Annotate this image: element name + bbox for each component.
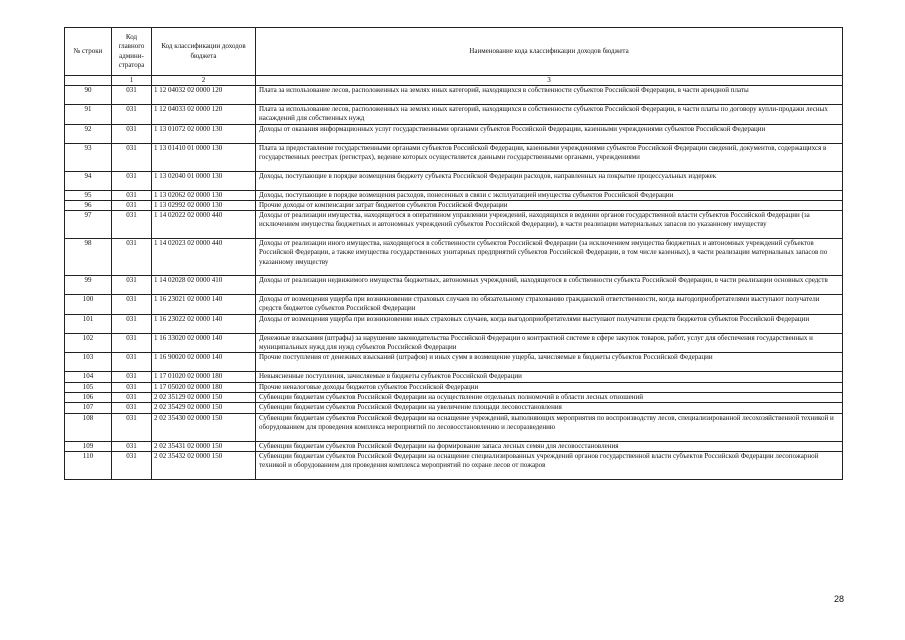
name-cell: Доходы, поступающие в порядке возмещения расходов, понесенных в связи с эксплуатацией имущества субъектов Российской Федерации bbox=[256, 190, 843, 200]
admin-code-cell: 031 bbox=[112, 314, 152, 333]
row-number-cell: 96 bbox=[65, 200, 112, 210]
classification-code-cell: 1 14 02022 02 0000 440 bbox=[152, 211, 256, 239]
row-number-cell: 92 bbox=[65, 124, 112, 143]
classification-code-cell: 1 13 01410 01 0000 130 bbox=[152, 143, 256, 171]
name-cell: Доходы от возмещения ущерба при возникновении иных страховых случаев, когда выгодоприобретателями выступают получатели средств бюджетов субъектов Российской Федерации bbox=[256, 314, 843, 333]
name-cell: Доходы от реализации иного имущества, находящегося в собственности субъектов Российской Федерации (за исключением имущества бюджетных и автономных учреждений субъектов Российской Федерации, а также имущества государственных унитарных предприятий субъектов Российской Федерации, в том числе казенных), в части реализации материальных запасов по указанному имуществу bbox=[256, 239, 843, 276]
classification-code-cell: 1 17 01020 02 0000 180 bbox=[152, 372, 256, 382]
table-row bbox=[65, 105, 843, 125]
admin-code-cell: 031 bbox=[112, 372, 152, 382]
admin-code-cell: 031 bbox=[112, 276, 152, 295]
admin-code-cell: 031 bbox=[112, 333, 152, 353]
classification-code-cell: 1 12 04033 02 0000 120 bbox=[152, 105, 256, 125]
classification-code-cell: 1 13 02040 01 0000 130 bbox=[152, 171, 256, 190]
row-number-cell: 95 bbox=[65, 190, 112, 200]
admin-code-cell: 031 bbox=[112, 143, 152, 171]
row-number-cell: 90 bbox=[65, 86, 112, 105]
column-number-2: 2 bbox=[152, 76, 256, 86]
table-row bbox=[65, 403, 843, 413]
classification-code-cell: 2 02 35432 02 0000 150 bbox=[152, 451, 256, 479]
admin-code-cell: 031 bbox=[112, 239, 152, 276]
row-number-cell: 91 bbox=[65, 105, 112, 125]
admin-code-cell: 031 bbox=[112, 441, 152, 451]
name-cell: Прочие поступления от денежных взысканий (штрафов) и иных сумм в возмещение ущерба, зачисляемые в бюджеты субъектов Российской Федерации bbox=[256, 353, 843, 372]
table-row bbox=[65, 171, 843, 190]
admin-code-cell: 031 bbox=[112, 353, 152, 372]
classification-code-cell: 2 02 35430 02 0000 150 bbox=[152, 413, 256, 441]
classification-code-cell: 1 13 02062 02 0000 130 bbox=[152, 190, 256, 200]
row-number-cell: 102 bbox=[65, 333, 112, 353]
table-row bbox=[65, 413, 843, 441]
table-row bbox=[65, 314, 843, 333]
table-row bbox=[65, 200, 843, 210]
row-number-cell: 93 bbox=[65, 143, 112, 171]
name-cell: Плата за использование лесов, расположенных на землях иных категорий, находящихся в собственности субъектов Российской Федерации, в части арендной платы bbox=[256, 86, 843, 105]
row-number-cell: 110 bbox=[65, 451, 112, 479]
revenue-classification-table bbox=[64, 27, 843, 480]
header-name: Наименование кода классификации доходов бюджета bbox=[256, 28, 843, 76]
row-number-cell: 98 bbox=[65, 239, 112, 276]
admin-code-cell: 031 bbox=[112, 392, 152, 402]
name-cell: Субвенции бюджетам субъектов Российской Федерации на увеличение площади лесовосстановления bbox=[256, 403, 843, 413]
header-row-number: № строки bbox=[65, 28, 112, 76]
table-row bbox=[65, 441, 843, 451]
header-admin-code: Код главного админи-стратора bbox=[112, 28, 152, 76]
column-number-3: 3 bbox=[256, 76, 843, 86]
header-classification-code: Код классификации доходов бюджета bbox=[152, 28, 256, 76]
name-cell: Доходы от возмещения ущерба при возникновении страховых случаев по обязательному страхованию гражданской ответственности, когда выгодоприобретателями выступают получатели средств бюджетов субъектов Российской Федерации bbox=[256, 295, 843, 315]
classification-code-cell: 2 02 35429 02 0000 150 bbox=[152, 403, 256, 413]
admin-code-cell: 031 bbox=[112, 403, 152, 413]
admin-code-cell: 031 bbox=[112, 200, 152, 210]
table-row bbox=[65, 382, 843, 392]
admin-code-cell: 031 bbox=[112, 413, 152, 441]
name-cell: Доходы от реализации имущества, находящегося в оперативном управлении учреждений, находящихся в ведении органов государственной власти субъектов Российской Федерации (за исключением имущества бюджетных и автономных учреждений субъектов Российской Федерации), в части реализации материальных запасов по указанному имуществу bbox=[256, 211, 843, 239]
name-cell: Субвенции бюджетам субъектов Российской Федерации на формирование запаса лесных семян для лесовосстановления bbox=[256, 441, 843, 451]
table-row bbox=[65, 190, 843, 200]
classification-code-cell: 1 16 23021 02 0000 140 bbox=[152, 295, 256, 315]
table-row bbox=[65, 239, 843, 276]
classification-code-cell: 1 16 23022 02 0000 140 bbox=[152, 314, 256, 333]
row-number-cell: 103 bbox=[65, 353, 112, 372]
name-cell: Доходы от реализации недвижимого имущества бюджетных, автономных учреждений, находящегося в собственности субъекта Российской Федерации, в части реализации основных средств bbox=[256, 276, 843, 295]
classification-code-cell: 1 14 02023 02 0000 440 bbox=[152, 239, 256, 276]
row-number-cell: 109 bbox=[65, 441, 112, 451]
admin-code-cell: 031 bbox=[112, 105, 152, 125]
name-cell: Прочие доходы от компенсации затрат бюджетов субъектов Российской Федерации bbox=[256, 200, 843, 210]
column-number-empty bbox=[65, 76, 112, 86]
row-number-cell: 107 bbox=[65, 403, 112, 413]
table-row bbox=[65, 86, 843, 105]
admin-code-cell: 031 bbox=[112, 211, 152, 239]
row-number-cell: 108 bbox=[65, 413, 112, 441]
classification-code-cell: 1 16 33020 02 0000 140 bbox=[152, 333, 256, 353]
admin-code-cell: 031 bbox=[112, 86, 152, 105]
row-number-cell: 105 bbox=[65, 382, 112, 392]
admin-code-cell: 031 bbox=[112, 124, 152, 143]
table-row bbox=[65, 353, 843, 372]
page-number: 28 bbox=[834, 594, 845, 604]
table-row bbox=[65, 276, 843, 295]
classification-code-cell: 1 12 04032 02 0000 120 bbox=[152, 86, 256, 105]
row-number-cell: 97 bbox=[65, 211, 112, 239]
name-cell: Плата за использование лесов, расположенных на землях иных категорий, находящихся в собственности субъектов Российской Федерации, в части платы по договору купли-продажи лесных насаждений для собственных нужд bbox=[256, 105, 843, 125]
name-cell: Прочие неналоговые доходы бюджетов субъектов Российской Федерации bbox=[256, 382, 843, 392]
row-number-cell: 106 bbox=[65, 392, 112, 402]
admin-code-cell: 031 bbox=[112, 382, 152, 392]
classification-code-cell: 1 14 02028 02 0000 410 bbox=[152, 276, 256, 295]
name-cell: Субвенции бюджетам субъектов Российской Федерации на оснащение учреждений, выполняющих мероприятия по воспроизводству лесов, специализированной лесохозяйственной техникой и оборудованием для проведения комплекса мероприятий по лесовосстановлению и лесоразведению bbox=[256, 413, 843, 441]
admin-code-cell: 031 bbox=[112, 190, 152, 200]
column-number-1: 1 bbox=[112, 76, 152, 86]
table-body bbox=[65, 86, 843, 480]
table-header-row bbox=[65, 28, 843, 76]
row-number-cell: 104 bbox=[65, 372, 112, 382]
table-row bbox=[65, 295, 843, 315]
name-cell: Доходы от оказания информационных услуг государственными органами субъектов Российской Федерации, казенными учреждениями субъектов Российской Федерации bbox=[256, 124, 843, 143]
name-cell: Плата за предоставление государственными органами субъектов Российской Федерации, казенными учреждениями субъектов Российской Федерации сведений, документов, содержащихся в государственных реестрах (регистрах), ведение которых осуществляется данными государственными органами, учреждениями bbox=[256, 143, 843, 171]
table-row bbox=[65, 211, 843, 239]
classification-code-cell: 1 17 05020 02 0000 180 bbox=[152, 382, 256, 392]
name-cell: Денежные взыскания (штрафы) за нарушение законодательства Российской Федерации о контрактной системе в сфере закупок товаров, работ, услуг для обеспечения государственных и муниципальных нужд для нужд субъектов Российской Федерации bbox=[256, 333, 843, 353]
classification-code-cell: 1 13 02992 02 0000 130 bbox=[152, 200, 256, 210]
classification-code-cell: 1 13 01072 02 0000 130 bbox=[152, 124, 256, 143]
row-number-cell: 101 bbox=[65, 314, 112, 333]
name-cell: Невыясненные поступления, зачисляемые в бюджеты субъектов Российской Федерации bbox=[256, 372, 843, 382]
column-number-row bbox=[65, 76, 843, 86]
table-row bbox=[65, 451, 843, 479]
table-row bbox=[65, 143, 843, 171]
row-number-cell: 94 bbox=[65, 171, 112, 190]
admin-code-cell: 031 bbox=[112, 171, 152, 190]
table-row bbox=[65, 333, 843, 353]
admin-code-cell: 031 bbox=[112, 295, 152, 315]
table-row bbox=[65, 372, 843, 382]
name-cell: Субвенции бюджетам субъектов Российской Федерации на оснащение специализированных учреждений органов государственной власти субъектов Российской Федерации лесопожарной техникой и оборудованием для проведения комплекса мероприятий по охране лесов от пожаров bbox=[256, 451, 843, 479]
table-row bbox=[65, 392, 843, 402]
classification-code-cell: 2 02 35431 02 0000 150 bbox=[152, 441, 256, 451]
classification-code-cell: 1 16 90020 02 0000 140 bbox=[152, 353, 256, 372]
row-number-cell: 100 bbox=[65, 295, 112, 315]
name-cell: Доходы, поступающие в порядке возмещения бюджету субъекта Российской Федерации расходов, направленных на покрытие процессуальных издержек bbox=[256, 171, 843, 190]
name-cell: Субвенции бюджетам субъектов Российской Федерации на осуществление отдельных полномочий в области лесных отношений bbox=[256, 392, 843, 402]
table-row bbox=[65, 124, 843, 143]
admin-code-cell: 031 bbox=[112, 451, 152, 479]
classification-code-cell: 2 02 35129 02 0000 150 bbox=[152, 392, 256, 402]
row-number-cell: 99 bbox=[65, 276, 112, 295]
